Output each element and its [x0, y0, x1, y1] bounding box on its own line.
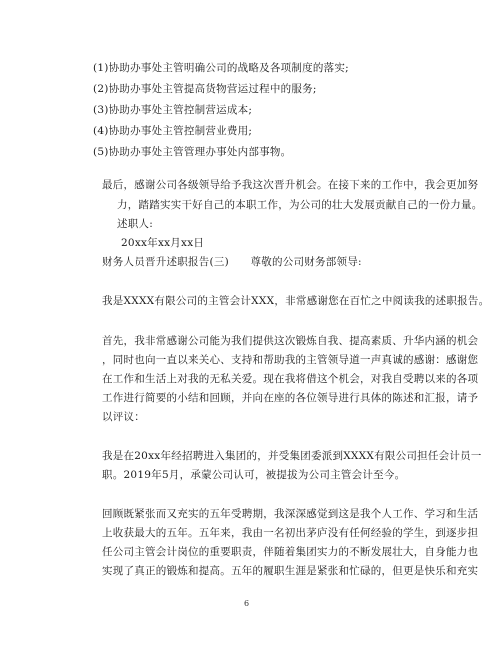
page-number: 6 [244, 599, 250, 608]
closing-line-2: 力，踏踏实实干好自己的本职工作，为公司的壮大发展贡献自己的一份力量。 [117, 199, 483, 211]
thanks-line-5: 以评议： [102, 411, 145, 423]
review-line-3: 任公司主管会计岗位的重要职责，伴随着集团实力的不断发展壮大，自身能力也 [102, 546, 479, 558]
signature-label: 述职人: [117, 218, 154, 230]
history-line-2: 职。2019年5月，承蒙公司认可，被提拔为公司主管会计至今。 [102, 469, 406, 481]
review-line-4: 实现了真正的锻炼和提高。五年的履职生涯是紧张和忙碌的，但更是快乐和充实 [102, 565, 479, 577]
section-title: 财务人员晋升述职报告(三) 尊敬的公司财务部领导: [102, 256, 362, 268]
review-line-1: 回顾既紧张而又充实的五年受聘期，我深深感觉到这是我个人工作、学习和生活 [102, 508, 479, 520]
duty-item-5: (5)协助办事处主管管理办事处内部事物。 [93, 146, 292, 158]
signature-date: 20xx年xx月xx日 [121, 237, 205, 249]
duty-item-1: (1)协助办事处主管明确公司的战略及各项制度的落实; [93, 62, 349, 74]
history-line-1: 我是在20xx年经招聘进入集团的，并受集团委派到XXXX有限公司担任会计员一 [102, 450, 482, 462]
duty-item-2: (2)协助办事处主管提高货物营运过程中的服务; [93, 83, 317, 95]
thanks-line-1: 首先，我非常感谢公司能为我们提供这次锻炼自我、提高素质、升华内涵的机会 [102, 335, 479, 347]
intro-paragraph: 我是XXXX有限公司的主管会计XXX，非常感谢您在百忙之中阅读我的述职报告。 [102, 295, 490, 307]
thanks-line-2: ，同时也向一直以来关心、支持和帮助我的主管领导道一声真诚的感谢：感谢您 [102, 354, 479, 366]
closing-line-1: 最后，感谢公司各级领导给予我这次晋升机会。在接下来的工作中，我会更加努 [102, 179, 479, 191]
duty-item-4: (4)协助办事处主管控制营业费用; [93, 125, 253, 137]
thanks-line-4: 工作进行简要的小结和回顾，并向在座的各位领导进行具体的陈述和汇报，请予 [102, 392, 479, 404]
thanks-line-3: 在工作和生活上对我的无私关爱。现在我将借这个机会，对我自受聘以来的各项 [102, 373, 479, 385]
duty-item-3: (3)协助办事处主管控制营运成本; [93, 104, 253, 116]
review-line-2: 上收获最大的五年。五年来，我由一名初出茅庐没有任何经验的学生，到逐步担 [102, 527, 479, 539]
